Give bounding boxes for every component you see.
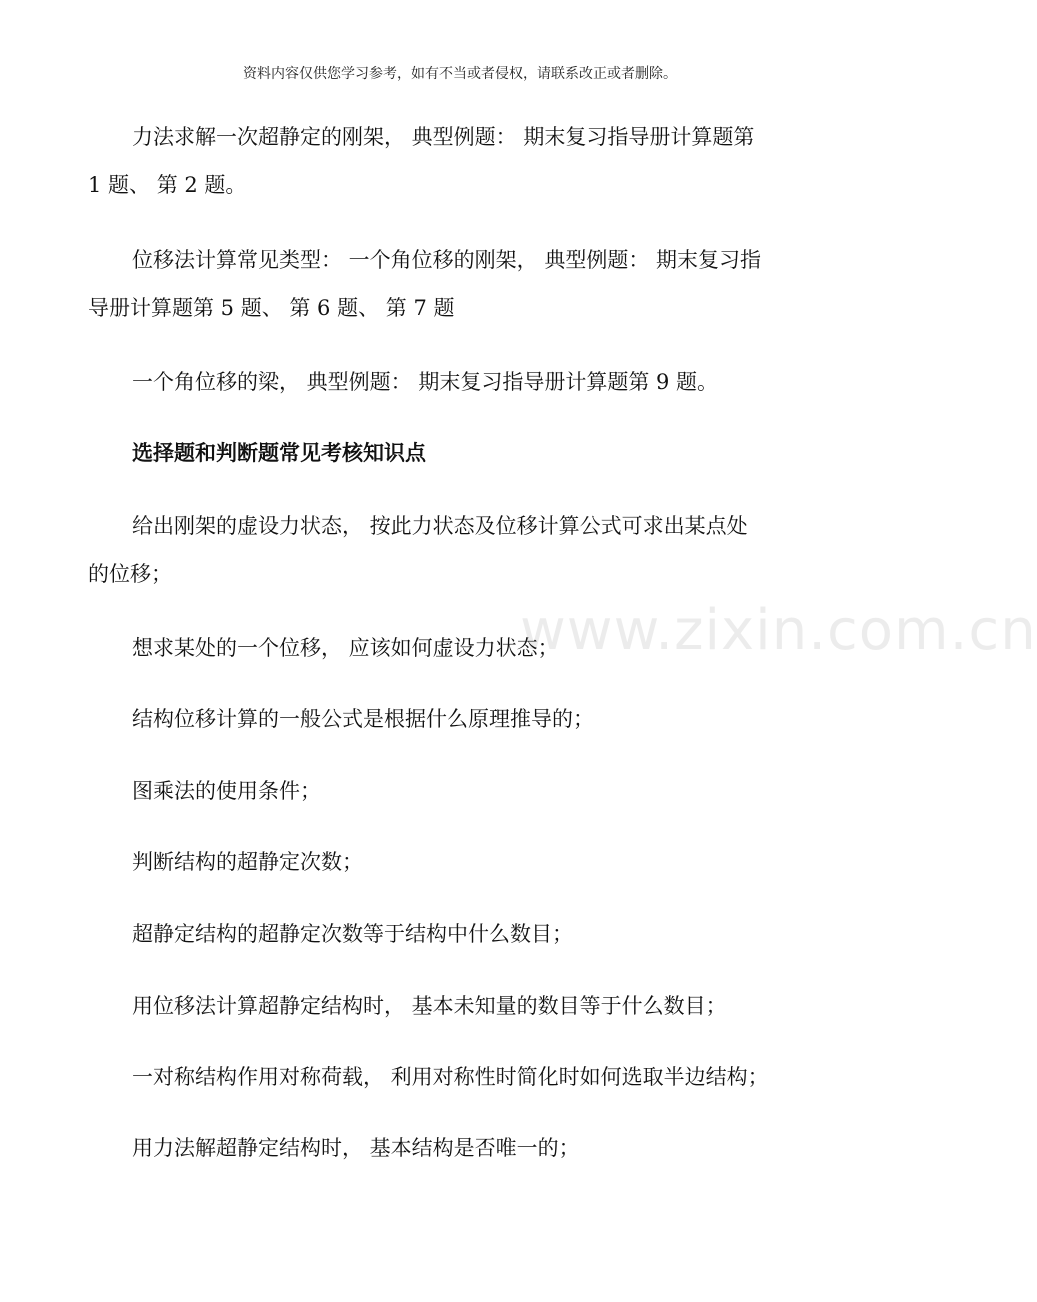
paragraph-line: 一个角位移的梁， 典型例题： 期末复习指导册计算题第 9 题。 [132,370,719,394]
paragraph-item [88,838,804,886]
paragraph-beam-example [88,358,804,406]
paragraph-virtual-force [88,502,804,598]
paragraph-displacement-method [88,236,804,332]
watermark-text: www.zixin.com.cn [520,598,1037,663]
paragraph-line: 想求某处的一个位移， 应该如何虚设力状态； [132,636,559,660]
paragraph-item [88,695,804,743]
paragraph-line: 给出刚架的虚设力状态， 按此力状态及位移计算公式可求出某点处 [132,514,748,538]
paragraph-item [88,767,804,815]
paragraph-item [88,624,804,672]
paragraph-line: 用位移法计算超静定结构时， 基本未知量的数目等于什么数目； [132,994,727,1018]
paragraph-line: 一对称结构作用对称荷载， 利用对称性时简化时如何选取半边结构； [132,1065,769,1089]
paragraph-item [88,982,804,1030]
header-disclaimer: 资料内容仅供您学习参考，如有不当或者侵权，请联系改正或者删除。 [243,66,677,82]
paragraph-force-method [88,113,804,209]
paragraph-line: 的位移； [88,562,172,586]
paragraph-line: 超静定结构的超静定次数等于结构中什么数目； [132,922,573,946]
section-heading [88,429,804,477]
paragraph-item [88,1124,804,1172]
paragraph-item [88,910,804,958]
paragraph-line: 判断结构的超静定次数； [132,850,363,874]
paragraph-item [88,1053,804,1101]
paragraph-line: 1 题、 第 2 题。 [88,173,247,197]
paragraph-line: 结构位移计算的一般公式是根据什么原理推导的； [132,707,594,731]
paragraph-line: 位移法计算常见类型： 一个角位移的刚架， 典型例题： 期末复习指 [132,248,762,272]
paragraph-line: 导册计算题第 5 题、 第 6 题、 第 7 题 [88,296,455,320]
heading-text: 选择题和判断题常见考核知识点 [132,440,426,465]
paragraph-line: 图乘法的使用条件； [132,779,321,803]
paragraph-line: 力法求解一次超静定的刚架， 典型例题： 期末复习指导册计算题第 [132,125,755,149]
paragraph-line: 用力法解超静定结构时， 基本结构是否唯一的； [132,1136,580,1160]
